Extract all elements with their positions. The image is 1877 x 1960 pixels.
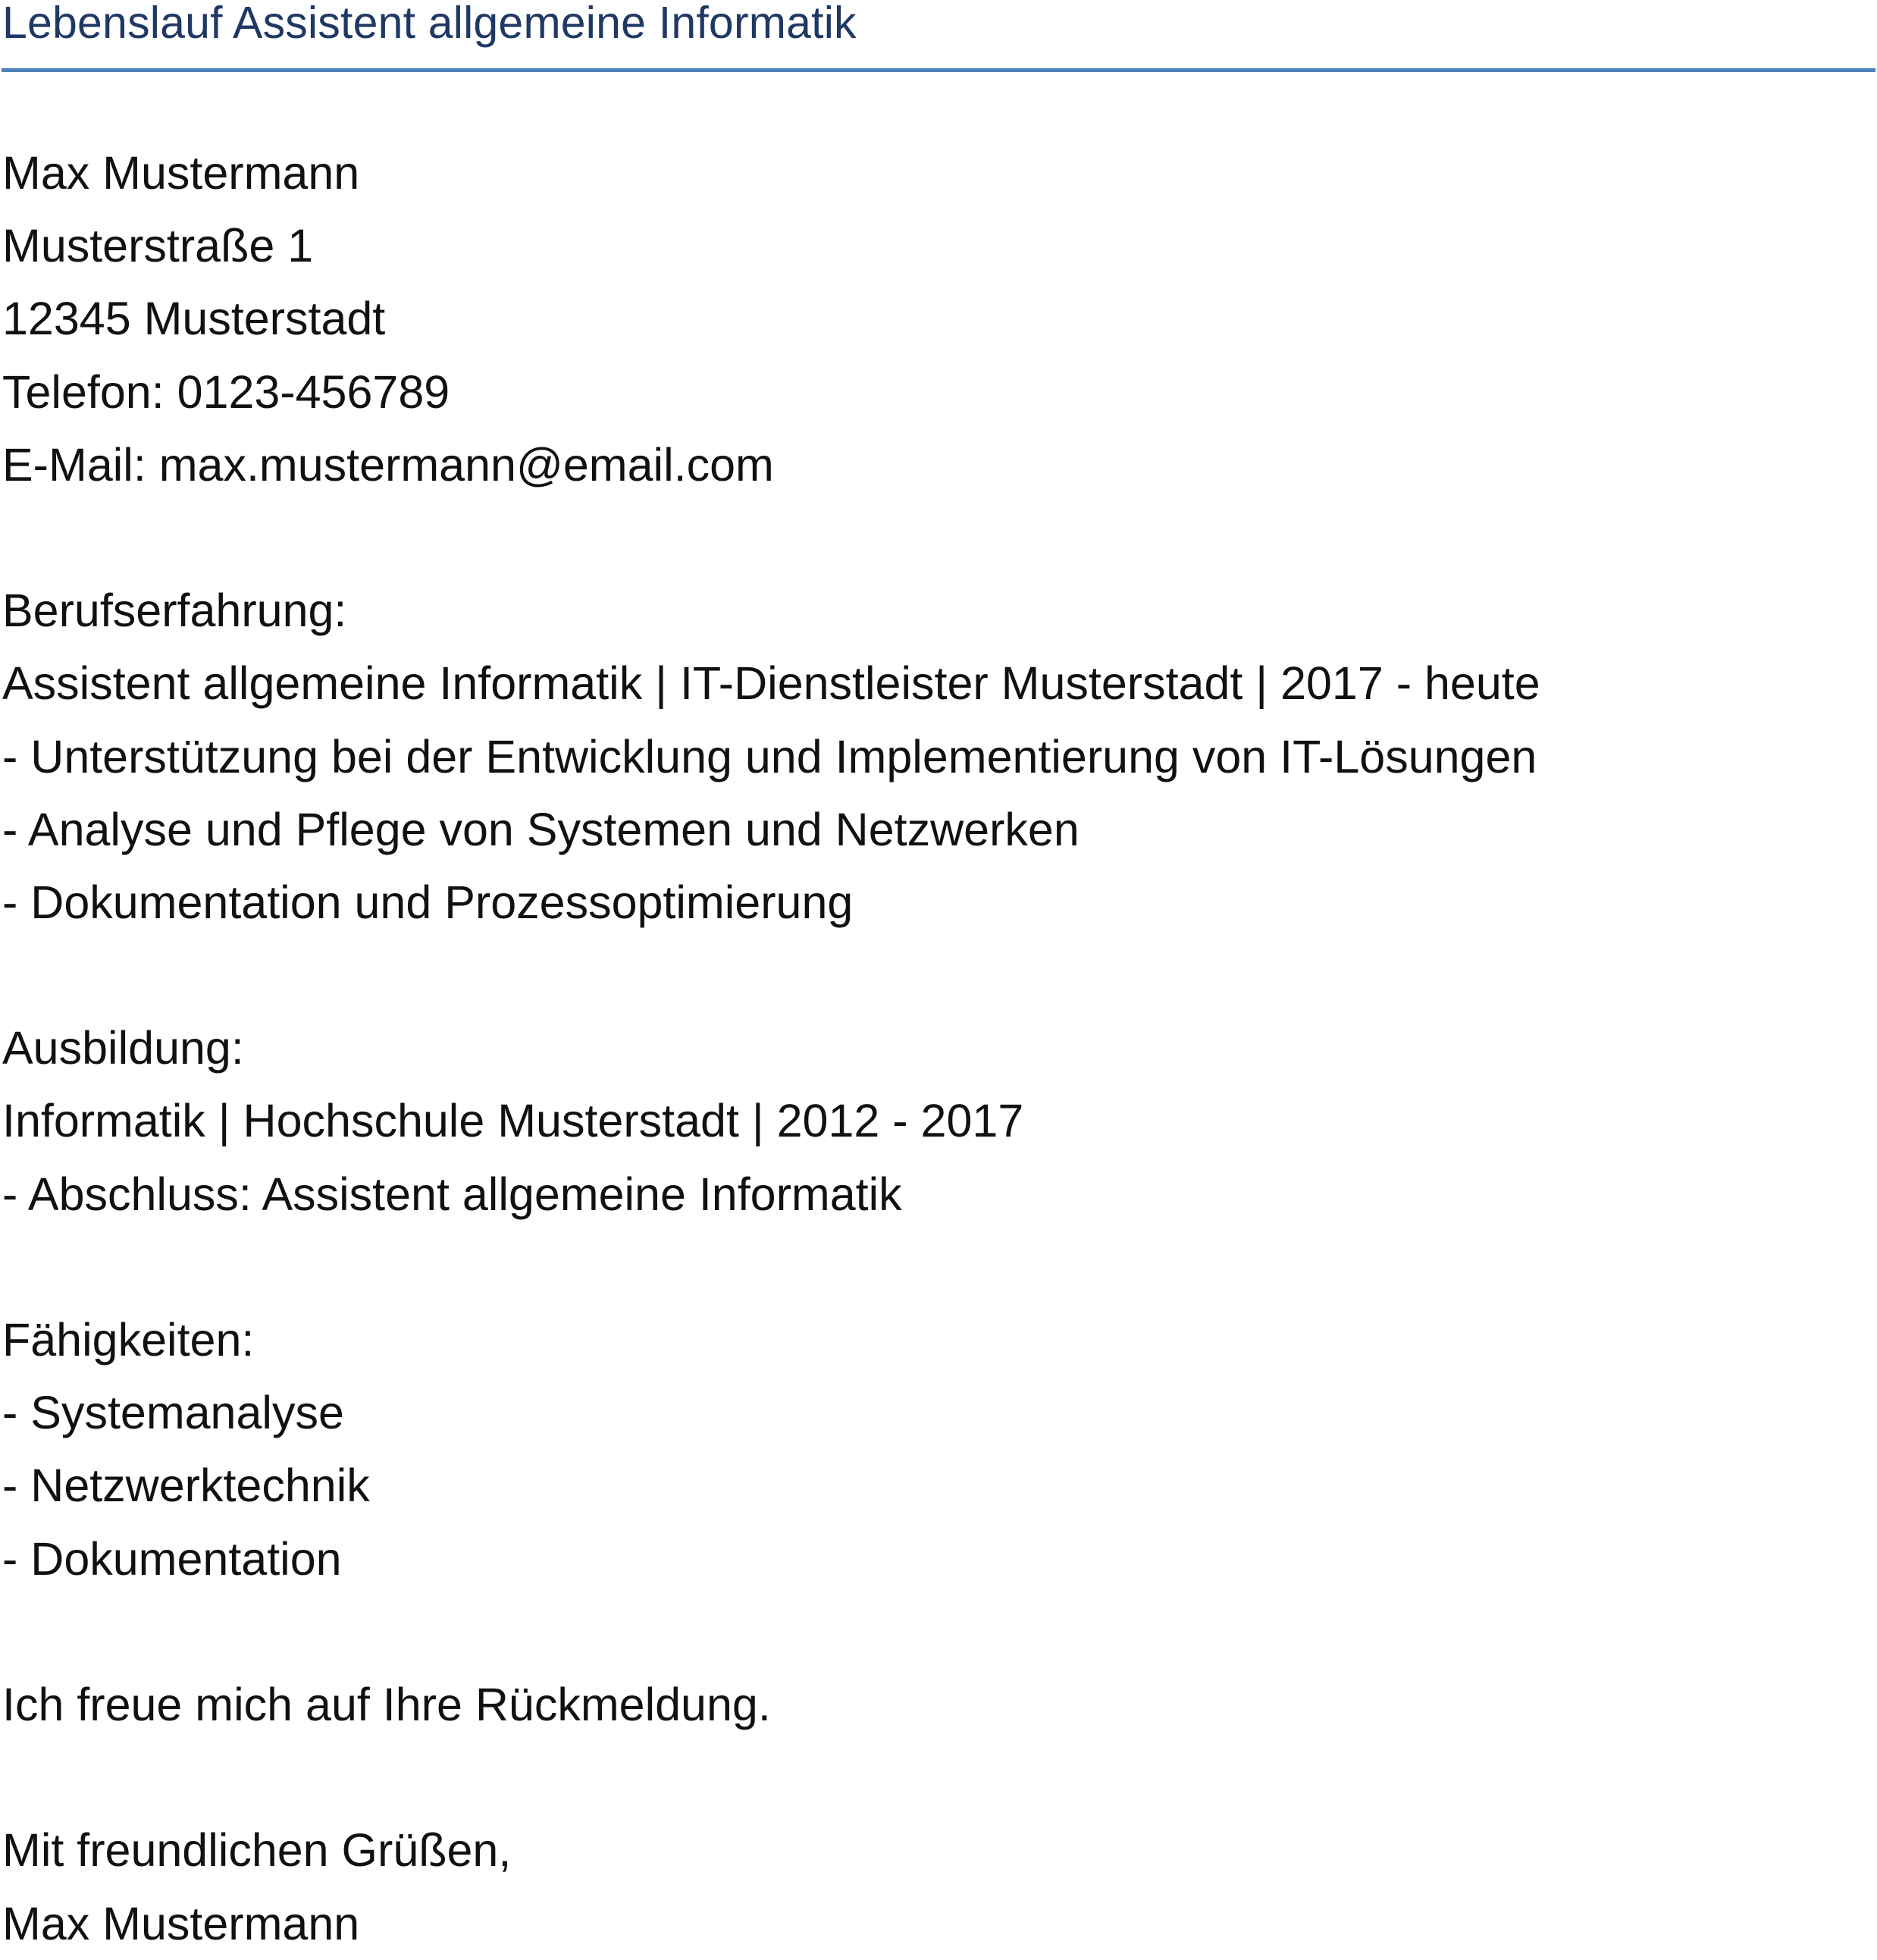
title-underline-rule — [2, 68, 1875, 72]
salutation: Mit freundlichen Grüßen, — [2, 1824, 512, 1877]
experience-bullet: - Unterstützung bei der Entwicklung und Implementierung von IT-Lösungen — [2, 730, 1537, 782]
blank-line — [2, 1741, 1867, 1814]
sender-city: 12345 Musterstadt — [2, 293, 386, 345]
document-title: Lebenslauf Assistent allgemeine Informatik — [2, 0, 857, 48]
education-entry: Informatik | Hochschule Musterstadt | 2012 - 2017 — [2, 1095, 1024, 1147]
sender-email: E-Mail: max.mustermann@email.com — [2, 438, 774, 491]
skill-item: - Netzwerktechnik — [2, 1460, 370, 1512]
blank-line — [2, 939, 1867, 1011]
experience-entry: Assistent allgemeine Informatik | IT-Dienstleister Musterstadt | 2017 - heute — [2, 657, 1540, 710]
skill-item: - Systemanalyse — [2, 1387, 344, 1439]
section-heading-education: Ausbildung: — [2, 1022, 244, 1074]
experience-bullet: - Dokumentation und Prozessoptimierung — [2, 876, 854, 928]
closing-sentence: Ich freue mich auf Ihre Rückmeldung. — [2, 1678, 771, 1730]
sender-phone: Telefon: 0123-456789 — [2, 365, 450, 418]
sender-street: Musterstraße 1 — [2, 220, 314, 272]
section-heading-experience: Berufserfahrung: — [2, 585, 347, 637]
blank-line — [2, 1595, 1867, 1668]
blank-line — [2, 501, 1867, 574]
document-body — [2, 136, 1867, 1960]
signature-name: Max Mustermann — [2, 1897, 360, 1949]
sender-name: Max Mustermann — [2, 147, 360, 199]
experience-bullet: - Analyse und Pflege von Systemen und Netzwerken — [2, 803, 1080, 855]
education-bullet: - Abschluss: Assistent allgemeine Informatik — [2, 1168, 902, 1220]
section-heading-skills: Fähigkeiten: — [2, 1314, 255, 1366]
skill-item: - Dokumentation — [2, 1532, 342, 1585]
blank-line — [2, 1231, 1867, 1303]
